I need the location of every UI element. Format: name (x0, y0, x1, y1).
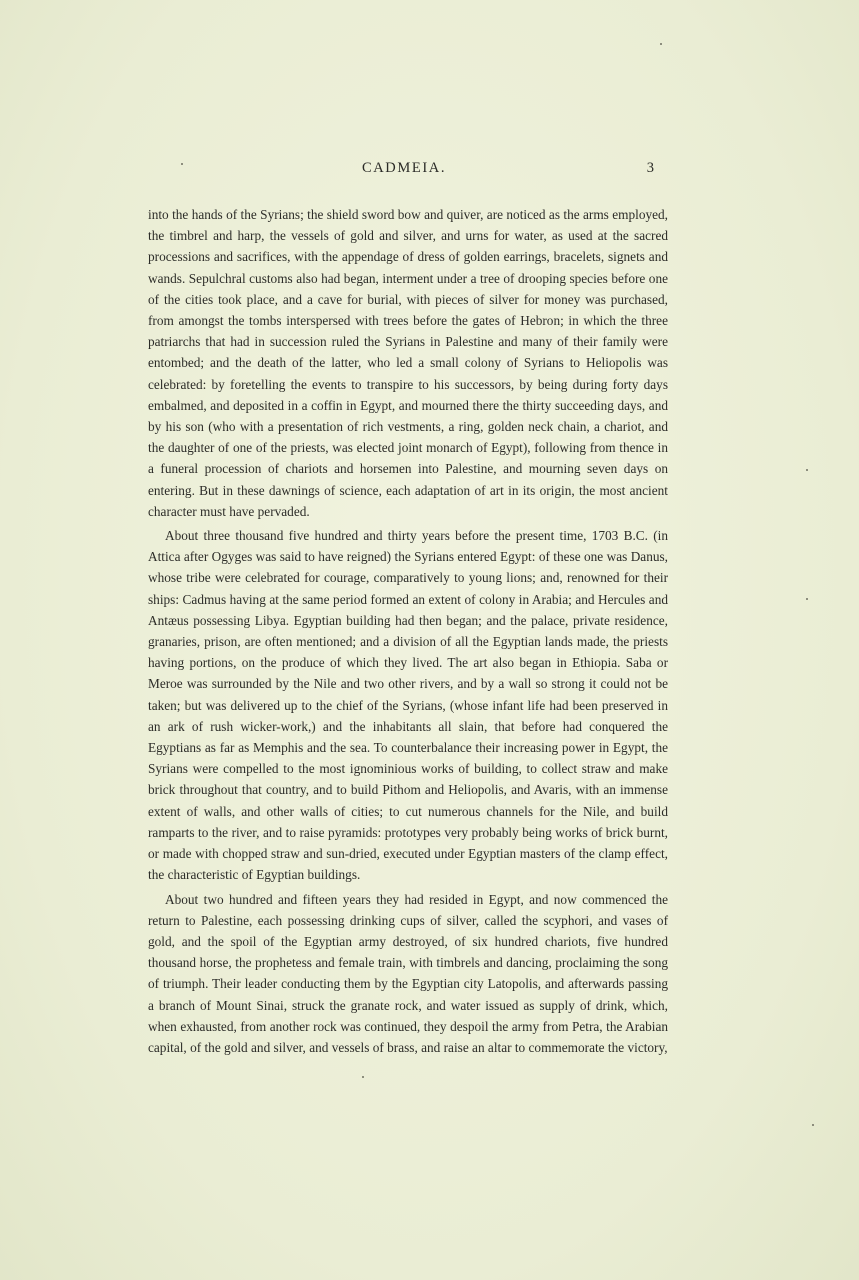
paragraph-3: About two hundred and fifteen years they had resided in Egypt, and now commenced the return to Palestine, each possessing drinking cups of silver, called the scyphori, and vases of gold, and the spoil of the Egyptian army destroyed, of six hundred chariots, five hundred thousand horse, the prophetess and female train, with timbrels and dancing, proclaiming the song of triumph. Their leader conducting them by the Egyptian city Latopolis, and afterwards passing a branch of Mount Sinai, struck the granate rock, and water issued as supply of drink, which, when exhausted, from another rock was continued, they despoil the army from Petra, the Arabian capital, of the gold and silver, and vessels of brass, and raise an altar to commemorate the victory, (148, 891, 668, 1055)
paper-speck (806, 469, 808, 471)
page-header (148, 160, 660, 184)
body-text (148, 204, 668, 1061)
paper-speck (181, 163, 183, 165)
paragraph-1: into the hands of the Syrians; the shield sword bow and quiver, are noticed as the arms employed, the timbrel and harp, the vessels of gold and silver, and urns for water, as used at the sacred processions and sacrifices, with the appendage of dress of golden earrings, bracelets, signets and wands. Sepulchral customs also had began, interment under a tree of drooping species before one of the cities took place, and a cave for burial, with pieces of silver for money was purchased, from amongst the tombs interspersed with trees before the gates of Hebron; in which the three patriarchs that had in succession ruled the Syrians in Palestine and many of their family were entombed; and the death of the latter, who led a small colony of Syrians to Heliopolis was celebrated: by foretelling the events to transpire to his successors, by being during forty days embalmed, and deposited in a coffin in Egypt, and mourned there the thirty succeeding days, and by his son (who with a presentation of rich vestments, a ring, golden neck chain, a chariot, and the daughter of one of the priests, was elected joint monarch of Egypt), following from thence in a funeral procession of chariots and horsemen into Palestine, and mourning seven days on entering. But in these dawnings of science, each adaptation of art in its origin, the most ancient character must have pervaded. (148, 207, 668, 519)
paper-speck (806, 598, 808, 600)
running-title: CADMEIA. (361, 160, 447, 176)
paper-speck (362, 1076, 364, 1078)
paragraph-2: About three thousand five hundred and thirty years before the present time, 1703 B.C. (in Attica after Ogyges was said to have reigned) the Syrians entered Egypt: of these one was Danus, whose tribe were celebrated for courage, comparatively to young lions; and, renowned for their ships: Cadmus having at the same period formed an extent of colony in Arabia; and Hercules and Antæus possessing Libya. Egyptian building had then began; and the palace, private residence, granaries, prison, are often mentioned; and a division of all the Egyptian lands made, the priests having portions, on the produce of which they lived. The art also began in Ethiopia. Saba or Meroe was surrounded by the Nile and two other rivers, and by a wall so strong it could not be taken; but was delivered up to the chief of the Syrians, (whose infant life had been preserved in an ark of rush wicker-work,) and the inhabitants all slain, that before had conquered the Egyptians as far as Memphis and the sea. To counterbalance their increasing power in Egypt, the Syrians were compelled to the most ignominious works of building, to collect straw and make brick throughout that country, and to build Pithom and Heliopolis, and Avaris, with an immense extent of walls, and other walls of cities; to cut numerous channels for the Nile, and build ramparts to the river, and to raise pyramids: prototypes very probably being works of brick burnt, or made with chopped straw and sun-dried, executed under Egyptian masters of the clamp effect, the characteristic of Egyptian buildings. (148, 528, 668, 883)
page-number: 3 (646, 160, 654, 176)
paper-speck (812, 1124, 814, 1126)
paper-speck (660, 43, 662, 45)
